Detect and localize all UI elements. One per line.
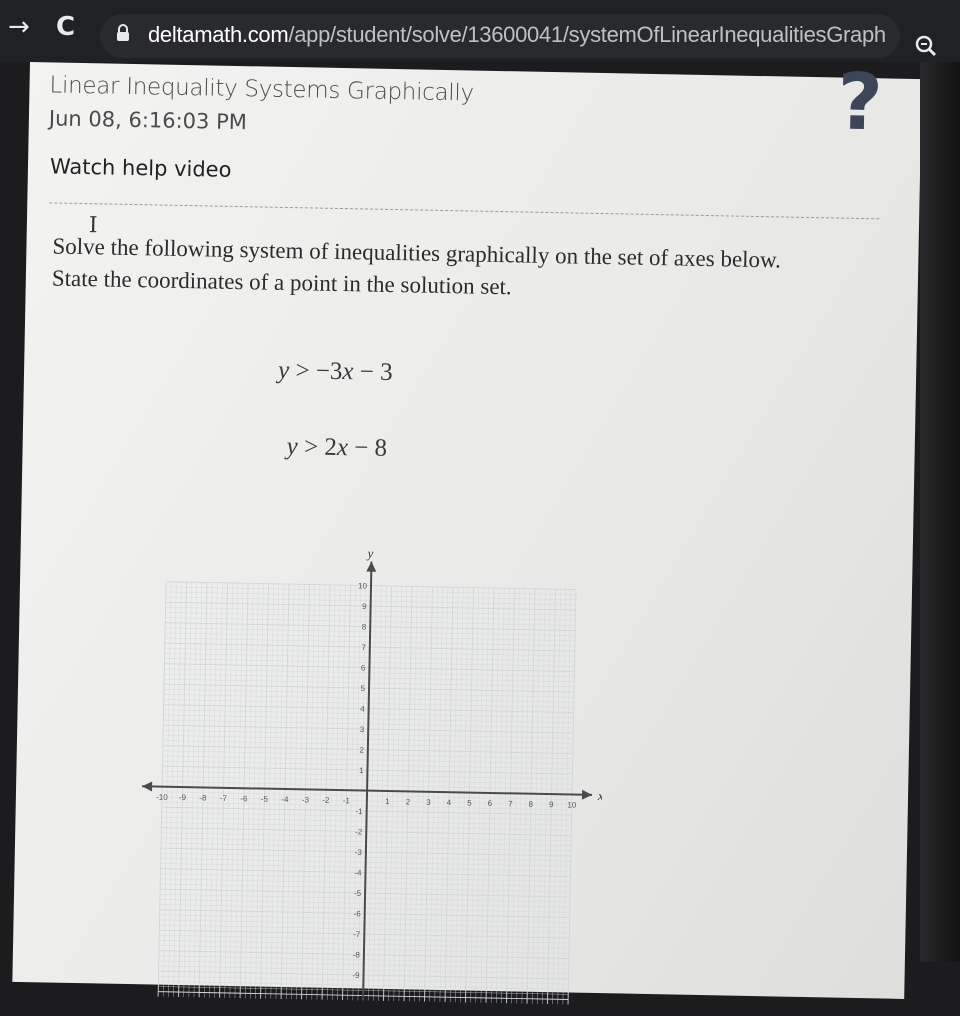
grid-line	[425, 587, 433, 1002]
x-tick-label: -3	[301, 795, 310, 805]
grid-line	[245, 583, 253, 998]
grid-line	[445, 587, 453, 1002]
x-tick-label: -4	[281, 794, 289, 805]
grid-line	[414, 587, 422, 1002]
grid-line	[496, 588, 504, 1003]
forward-button[interactable]: →	[8, 12, 30, 42]
grid-line	[522, 589, 530, 1004]
timestamp: Jun 08, 6:16:03 PM	[48, 106, 248, 135]
grid-line	[455, 587, 463, 1002]
grid-line	[179, 582, 187, 997]
x-tick-label: 1	[385, 796, 390, 807]
grid-line	[527, 589, 535, 1004]
grid-line	[220, 583, 228, 998]
x-tick-label: 5	[467, 798, 472, 808]
grid-line	[466, 588, 474, 1003]
x-tick-label: 9	[549, 800, 554, 810]
y-tick-label: 7	[361, 642, 366, 653]
y-tick-label: 5	[360, 683, 366, 694]
grid-line	[471, 588, 479, 1003]
grid-line	[271, 584, 279, 999]
grid-line	[343, 585, 351, 1000]
grid-line	[163, 582, 171, 997]
y-tick-label: -1	[355, 806, 363, 817]
x-tick-label: 8	[528, 799, 534, 809]
x-tick-label: -5	[260, 794, 269, 804]
graph-panel[interactable]	[128, 526, 607, 1005]
x-tick-label: -2	[322, 795, 330, 805]
y-tick-label: 6	[360, 663, 366, 673]
grid-line	[440, 587, 448, 1002]
grid-line	[537, 589, 545, 1004]
grid-line	[373, 586, 381, 1001]
grid-line	[225, 583, 233, 998]
y-tick-label: 10	[358, 581, 368, 591]
grid-line	[558, 589, 566, 1004]
grid-line	[317, 585, 325, 1000]
grid-line	[430, 587, 438, 1002]
grid-line	[419, 587, 427, 1002]
grid-line	[307, 585, 315, 1000]
grid-line	[476, 588, 484, 1003]
lock-icon	[116, 24, 130, 42]
x-tick-label: 2	[405, 797, 411, 807]
coordinate-plane[interactable]	[128, 526, 607, 1005]
x-tick-label: -1	[342, 796, 351, 806]
grid-line	[209, 583, 217, 998]
grid-line	[542, 589, 550, 1004]
grid-line	[250, 583, 258, 998]
grid-line	[435, 587, 443, 1002]
grid-line	[332, 585, 340, 1000]
grid-line	[276, 584, 284, 999]
y-tick-label: -3	[354, 847, 362, 858]
grid-line	[240, 583, 248, 998]
y-tick-label: -6	[353, 909, 361, 919]
url-path: /app/student/solve/13600041/systemOfLinearInequalitiesGraph	[288, 22, 886, 47]
grid-line	[378, 586, 386, 1001]
grid-line	[173, 582, 181, 997]
y-tick-label: -7	[353, 929, 361, 940]
grid-line	[194, 582, 202, 997]
grid-line	[389, 586, 397, 1001]
grid-line	[261, 584, 269, 999]
grid-line	[235, 583, 243, 998]
y-tick-label: 4	[360, 704, 365, 714]
help-icon[interactable]: ?	[836, 57, 884, 149]
x-tick-label: 10	[567, 800, 577, 810]
y-axis-arrow	[366, 562, 376, 572]
grid-line	[296, 584, 304, 999]
x-tick-label: -9	[178, 792, 187, 803]
grid-line	[501, 588, 509, 1003]
grid-line	[563, 589, 571, 1004]
y-tick-label: -8	[352, 950, 361, 960]
grid-line	[568, 590, 576, 1005]
grid-line	[507, 588, 515, 1003]
problem-page	[12, 57, 921, 999]
grid-line	[394, 586, 402, 1001]
grid-line	[327, 585, 335, 1000]
grid-line	[512, 588, 520, 1003]
y-tick-label: 2	[359, 745, 364, 755]
grid-line	[337, 585, 345, 1000]
grid-line	[322, 585, 330, 1000]
grid-line	[399, 586, 407, 1001]
x-axis-arrow	[582, 790, 592, 800]
y-tick-label: -4	[354, 868, 362, 878]
grid-line	[460, 588, 468, 1003]
divider	[49, 202, 879, 219]
grid-line	[230, 583, 238, 998]
x-tick-label: 4	[446, 798, 452, 808]
y-tick-label: 9	[362, 601, 367, 612]
url-host: deltamath.com	[148, 22, 289, 47]
zoom-icon[interactable]	[914, 34, 938, 58]
grid-line	[158, 582, 166, 997]
instruction-line-1: Solve the following system of inequalities graphically on the set of axes below.	[52, 233, 782, 273]
x-tick-label: 3	[426, 797, 431, 807]
grid-line	[189, 582, 197, 997]
grid-line	[481, 588, 489, 1003]
problem-instructions	[52, 230, 893, 310]
x-tick-label: -6	[240, 794, 248, 804]
x-tick-label: 6	[487, 798, 493, 809]
x-axis-label: x	[597, 788, 604, 804]
grid-line	[491, 588, 499, 1003]
y-tick-label: 3	[359, 724, 365, 735]
grid-line	[286, 584, 294, 999]
grid-line	[450, 587, 458, 1002]
grid-line	[266, 584, 274, 999]
grid-line	[184, 582, 192, 997]
grid-line	[486, 588, 494, 1003]
grid-line	[404, 586, 412, 1001]
x-tick-label: -10	[156, 792, 168, 802]
watch-help-video-link[interactable]: Watch help video	[49, 154, 232, 182]
reload-button[interactable]: C	[56, 12, 76, 42]
y-tick-label: -2	[355, 827, 363, 837]
grid-line	[312, 585, 320, 1000]
y-axis-label: y	[367, 545, 374, 561]
y-tick-label: 8	[361, 622, 367, 632]
y-tick-label: -5	[353, 888, 362, 899]
grid-line	[517, 589, 525, 1004]
grid-line	[168, 582, 176, 997]
grid-line	[553, 589, 561, 1004]
grid-line	[204, 583, 212, 998]
monitor-edge	[920, 62, 960, 962]
browser-toolbar	[0, 0, 960, 62]
grid-line	[199, 582, 207, 997]
instruction-line-2: State the coordinates of a point in the solution set.	[51, 265, 512, 300]
text-cursor-icon: I	[88, 213, 98, 239]
grid-line	[384, 586, 392, 1001]
grid-line	[302, 584, 310, 999]
grid-line	[281, 584, 289, 999]
x-tick-label: -7	[219, 793, 228, 803]
y-tick-label: -9	[352, 970, 360, 980]
grid-line	[409, 587, 417, 1002]
grid-line	[548, 589, 556, 1004]
x-axis-arrow	[142, 781, 152, 791]
url-text[interactable]	[148, 22, 886, 48]
x-tick-label: 7	[508, 799, 513, 809]
grid-line	[532, 589, 540, 1004]
x-tick-label: -8	[199, 793, 207, 803]
y-tick-label: 1	[358, 765, 364, 776]
grid-line	[214, 583, 222, 998]
page-title: Linear Inequality Systems Graphically	[49, 72, 475, 107]
grid-line	[255, 584, 263, 999]
inequality-2: y > 2x − 8	[286, 433, 388, 462]
inequality-1: y > −3x − 3	[277, 356, 393, 387]
grid-line	[291, 584, 299, 999]
